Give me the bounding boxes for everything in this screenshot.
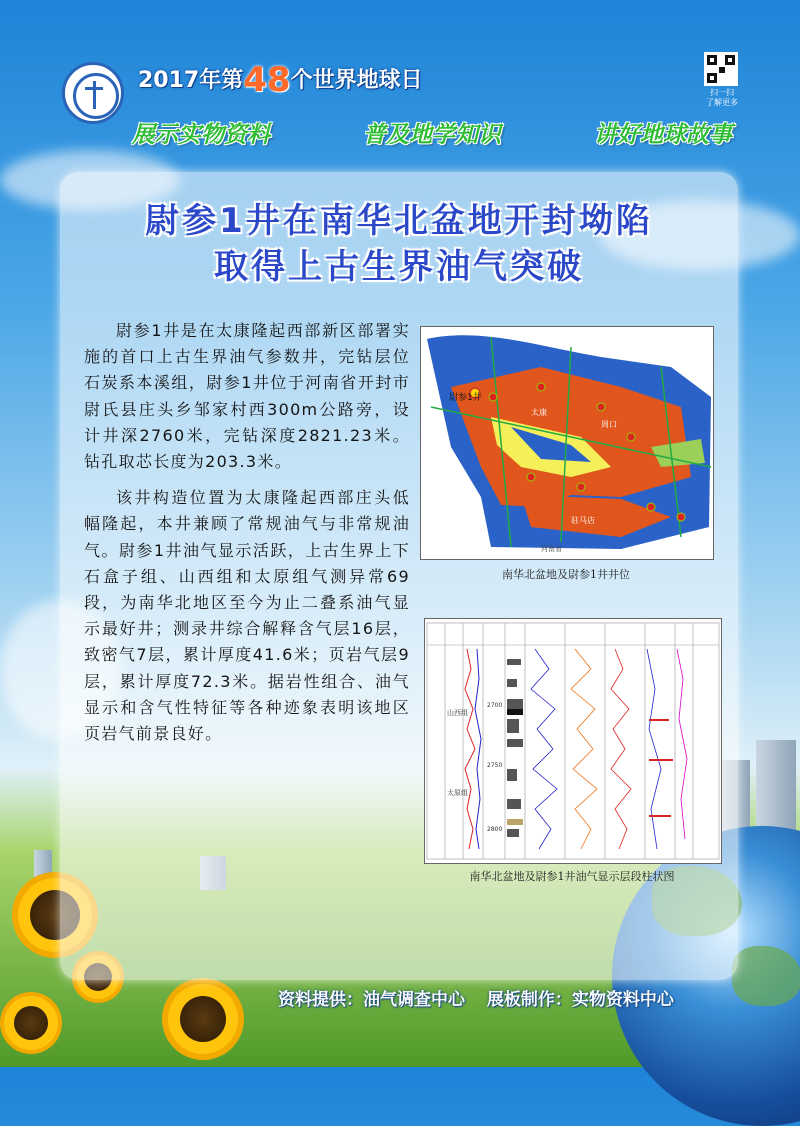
paragraph-2: 该井构造位置为太康隆起西部庄头低幅隆起，本井兼顾了常规油气与非常规油气。尉参1井油气显示活跃，上古生界上下石盒子组、山西组和太原组气测异常69段，为南华北地区至今为止二叠系油气显示最好井；测录井综合解释含气层16层，致密气7层，累计厚度41.6米；页岩气层9层，累计厚度72.3米。据岩性组合、油气显示和含气性特征等各种迹象表明该地区页岩气前景良好。 bbox=[84, 488, 410, 744]
well-log-chart bbox=[425, 619, 721, 863]
qr-caption bbox=[696, 88, 748, 108]
depth-label-3: 2800 bbox=[487, 826, 503, 833]
log-caption: 南华北盆地及尉参1井油气显示层段柱状图 bbox=[469, 870, 675, 883]
header bbox=[0, 0, 800, 170]
basin-map-figure bbox=[420, 326, 714, 560]
slogan-3: 讲好地球故事 bbox=[594, 122, 732, 148]
qr-caption-line2: 了解更多 bbox=[706, 98, 738, 107]
event-title bbox=[138, 60, 423, 100]
title-line-2: 取得上古生界油气突破 bbox=[214, 247, 584, 287]
event-number: 48 bbox=[243, 60, 291, 100]
formation-label-1: 山西组 bbox=[447, 709, 468, 717]
sunflower-decoration bbox=[150, 970, 260, 1080]
depth-label-2: 2750 bbox=[487, 762, 503, 769]
slogans bbox=[132, 116, 732, 149]
map-well-label: 尉参1井 bbox=[449, 393, 482, 403]
board-producer: 展板制作：实物资料中心 bbox=[486, 990, 674, 1010]
title-line-1: 尉参1井在南华北盆地开封坳陷 bbox=[145, 201, 653, 241]
depth-label-1: 2700 bbox=[487, 702, 503, 709]
event-prefix: 2017年第 bbox=[138, 68, 244, 93]
credits bbox=[278, 985, 690, 1010]
formation-label-2: 太原组 bbox=[447, 789, 468, 797]
survey-logo bbox=[62, 62, 124, 124]
map-place-3: 驻马店 bbox=[571, 516, 595, 525]
data-provider: 资料提供：油气调查中心 bbox=[278, 990, 465, 1010]
map-caption: 南华北盆地及尉参1井井位 bbox=[502, 568, 630, 581]
basin-map bbox=[421, 327, 713, 559]
page-title bbox=[60, 198, 738, 290]
map-place-4: 河南省 bbox=[541, 545, 562, 553]
well-log-figure bbox=[424, 618, 722, 864]
qr-code-icon[interactable] bbox=[704, 52, 738, 86]
article-body bbox=[84, 318, 410, 757]
qr-caption-line1: 扫一扫 bbox=[710, 88, 734, 97]
paragraph-1: 尉参1井是在太康隆起西部新区部署实施的首口上古生界油气参数井，完钻层位石炭系本溪组，尉参1井位于河南省开封市尉氏县庄头乡邹家村西300m公路旁，设计井深2760米，完钻深度2821.23米。钻孔取芯长度为203.3米。 bbox=[84, 321, 410, 472]
map-place-2: 周口 bbox=[601, 420, 617, 429]
map-place-1: 太康 bbox=[531, 408, 547, 417]
slogan-1: 展示实物资料 bbox=[132, 122, 270, 148]
slogan-2: 普及地学知识 bbox=[363, 122, 501, 148]
event-suffix: 个世界地球日 bbox=[290, 68, 423, 93]
